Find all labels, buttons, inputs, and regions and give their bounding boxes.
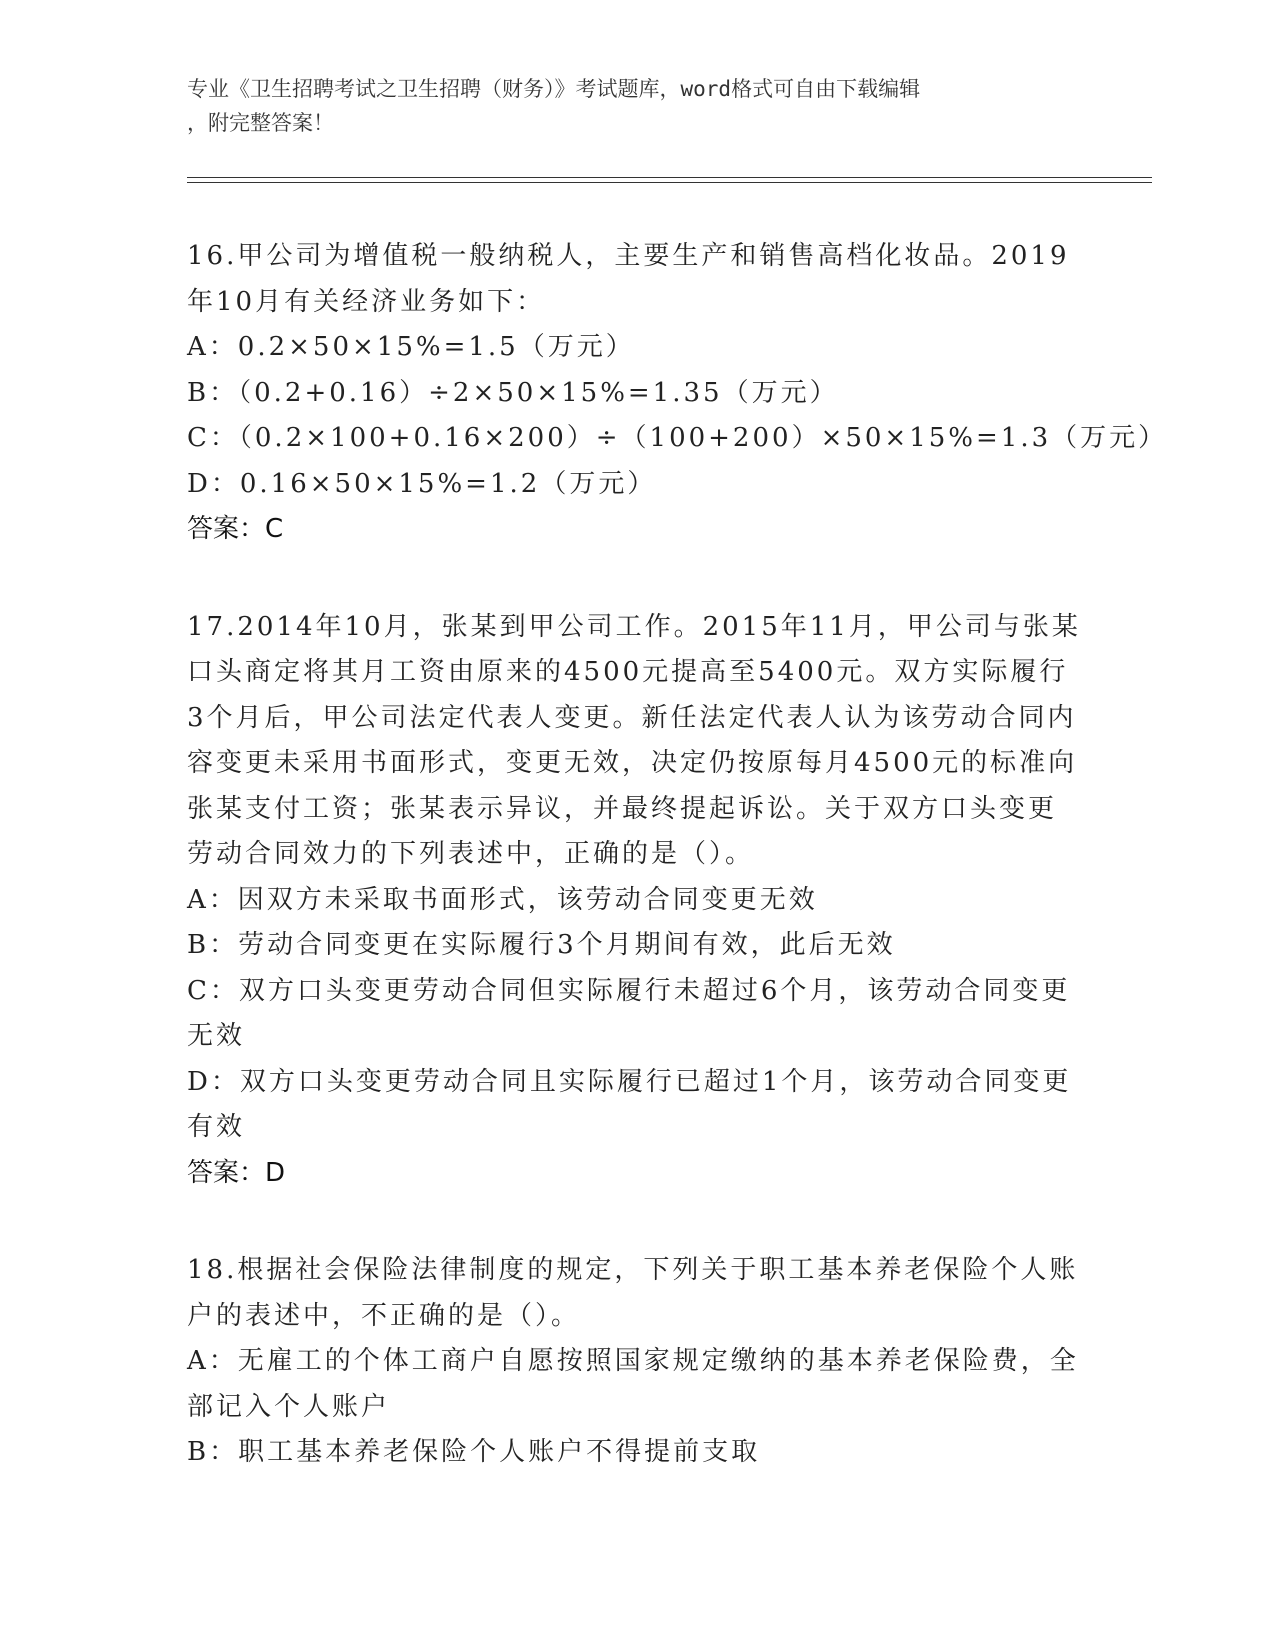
question-stem-line: 17.2014年10月，张某到甲公司工作。2015年11月，甲公司与张某 bbox=[187, 611, 1081, 642]
answer: 答案：D bbox=[187, 1157, 286, 1188]
question-stem-line: 容变更未采用书面形式，变更无效，决定仍按原每月4500元的标准向 bbox=[187, 748, 1078, 778]
option-b: B：劳动合同变更在实际履行3个月期间有效，此后无效 bbox=[187, 930, 896, 960]
question-17 bbox=[187, 605, 1087, 1197]
question-18 bbox=[187, 1248, 1087, 1476]
answer: 答案：C bbox=[187, 514, 284, 544]
header-line-1: 专业《卫生招聘考试之卫生招聘（财务）》考试题库，word格式可自由下载编辑 bbox=[187, 77, 921, 101]
question-stem-line: 3个月后，甲公司法定代表人变更。新任法定代表人认为该劳动合同内 bbox=[187, 702, 1077, 733]
option-a: A：无雇工的个体工商户自愿按照国家规定缴纳的基本养老保险费，全 bbox=[187, 1346, 1079, 1376]
question-16 bbox=[187, 234, 1168, 553]
question-stem-line: 张某支付工资；张某表示异议，并最终提起诉讼。关于双方口头变更 bbox=[187, 793, 1058, 824]
question-stem-line: 年10月有关经济业务如下： bbox=[187, 286, 546, 317]
question-stem-line: 劳动合同效力的下列表述中，正确的是（）。 bbox=[187, 839, 755, 869]
question-stem-line: 16.甲公司为增值税一般纳税人，主要生产和销售高档化妆品。2019 bbox=[187, 241, 1070, 271]
header-line-2: ，附完整答案！ bbox=[187, 111, 334, 135]
option-a-continued: 部记入个人账户 bbox=[187, 1391, 391, 1422]
option-c-continued: 无效 bbox=[187, 1021, 246, 1051]
option-b: B：职工基本养老保险个人账户不得提前支取 bbox=[187, 1437, 761, 1467]
header-divider-second bbox=[187, 182, 1152, 183]
question-stem-line: 18.根据社会保险法律制度的规定，下列关于职工基本养老保险个人账 bbox=[187, 1255, 1079, 1285]
option-a: A：0.2×50×15%=1.5（万元） bbox=[187, 332, 635, 362]
option-c: C：（0.2×100+0.16×200）÷（100+200）×50×15%=1.3（万元） bbox=[187, 423, 1168, 453]
option-d: D：双方口头变更劳动合同且实际履行已超过1个月，该劳动合同变更 bbox=[187, 1066, 1072, 1097]
page-header bbox=[187, 72, 1067, 140]
option-d: D：0.16×50×15%=1.2（万元） bbox=[187, 468, 657, 499]
option-b: B：（0.2+0.16）÷2×50×15%=1.35（万元） bbox=[187, 377, 839, 408]
header-divider bbox=[187, 177, 1152, 178]
option-d-continued: 有效 bbox=[187, 1112, 246, 1142]
question-list bbox=[187, 234, 1168, 1528]
question-stem-line: 口头商定将其月工资由原来的4500元提高至5400元。双方实际履行 bbox=[187, 657, 1069, 687]
option-c: C：双方口头变更劳动合同但实际履行未超过6个月，该劳动合同变更 bbox=[187, 975, 1071, 1006]
option-a: A：因双方未采取书面形式，该劳动合同变更无效 bbox=[187, 884, 818, 915]
question-stem-line: 户的表述中，不正确的是（）。 bbox=[187, 1300, 581, 1331]
